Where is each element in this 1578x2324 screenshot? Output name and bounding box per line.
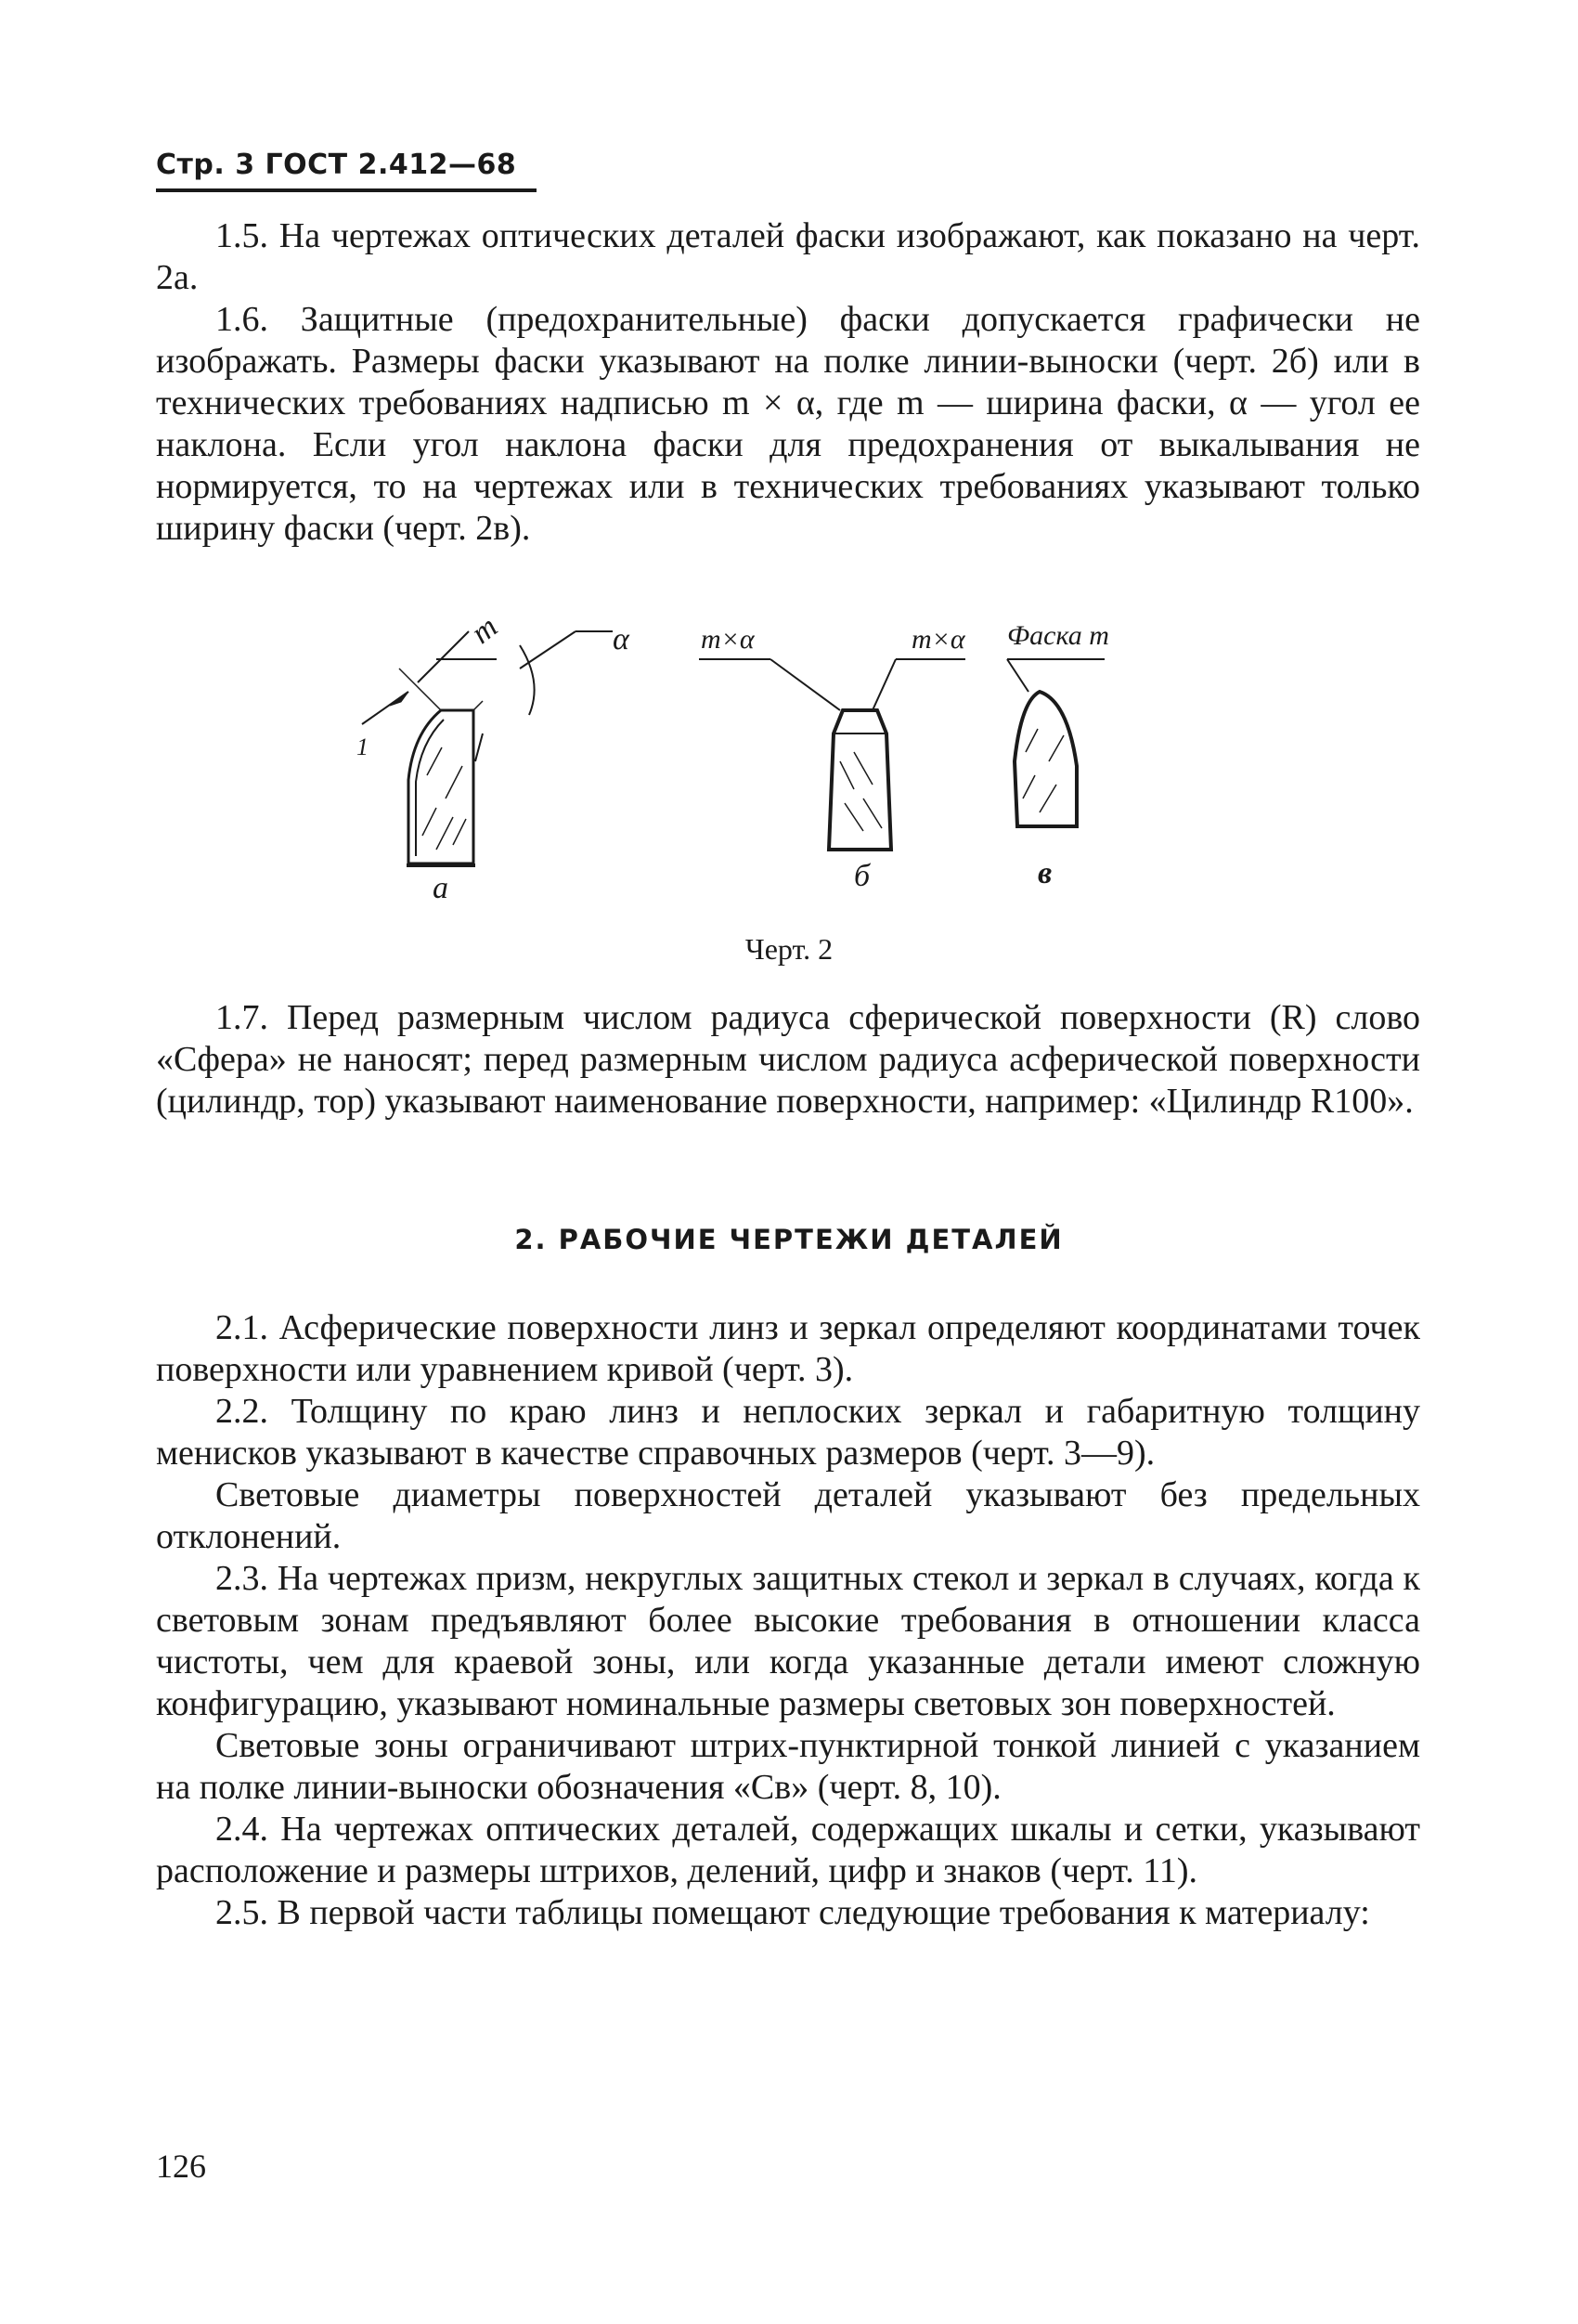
part-c-outline (1015, 692, 1077, 826)
part-b-leader-right (873, 659, 896, 710)
paragraph-2-3b: Световые зоны ограничивают штрих-пунктирной тонкой линией с указанием на полке линии-выноски обозначения «Св» (черт. 8, 10). (156, 1726, 1420, 1807)
part-a-one-label: 1 (356, 734, 369, 760)
part-a-alpha-label: α (613, 622, 629, 656)
paragraph-2-1: 2.1. Асферические поверхности линз и зеркал определяют координатами точек поверхности или уравнением кривой (черт. 3). (156, 1308, 1420, 1389)
figure-2 (334, 609, 1244, 919)
part-b-right-label: m×α (912, 624, 965, 655)
part-b-label: б (854, 859, 871, 893)
part-a-m-label: m (464, 609, 505, 651)
part-c-leader-label: Фаска m (1007, 620, 1109, 651)
text-block-3 (156, 1307, 1420, 1934)
paragraph-2-3: 2.3. На чертежах призм, некруглых защитных стекол и зеркал в случаях, когда к световым зонам предъявляют более высокие требования в отношении класса чистоты, чем для краевой зоны, или когда указанные детали имеют сложную конфигурацию, указывают номинальные размеры световых зон поверхностей. (156, 1559, 1420, 1723)
page-number: 126 (156, 2148, 206, 2185)
part-b-outline (829, 710, 891, 850)
part-c-leader (1007, 659, 1028, 692)
part-b-leader-left (770, 659, 840, 710)
part-a-label: а (433, 871, 448, 905)
part-c-hatch (1023, 729, 1064, 812)
paragraph-2-2: 2.2. Толщину по краю линз и неплоских зеркал и габаритную толщину менисков указывают в качестве справочных размеров (черт. 3—9). (156, 1392, 1420, 1473)
part-a-angle-arc (520, 645, 535, 715)
paragraph-2-5: 2.5. В первой части таблицы помещают следующие требования к материалу: (215, 1893, 1370, 1932)
part-a-dim-line (418, 631, 469, 682)
figure-2-drawing (334, 613, 1244, 919)
page-header: Стр. 3 ГОСТ 2.412—68 (156, 149, 537, 192)
paragraph-1-5: 1.5. На чертежах оптических деталей фаски изображают, как показано на черт. 2а. (156, 216, 1420, 297)
paragraph-1-6: 1.6. Защитные (предохранительные) фаски допускается графически не изображать. Размеры фаски указывают на полке линии-выноски (черт. 2б) или в технических требованиях надписью m × α, где m — ширина фаски, α — угол ее наклона. Если угол наклона фаски для предохранения от выкалывания не нормируется, то на чертежах или в технических требованиях указывают только ширину фаски (черт. 2в). (156, 300, 1420, 548)
part-b-hatch (840, 752, 882, 831)
paragraph-1-7: 1.7. Перед размерным числом радиуса сферической поверхности (R) слово «Сфера» не наносят; перед размерным числом радиуса асферической поверхности (цилиндр, тор) указывают наименование поверхности, например: «Цилиндр R100». (156, 998, 1420, 1121)
part-a-hatch (422, 747, 466, 850)
paragraph-2-4: 2.4. На чертежах оптических деталей, содержащих шкалы и сетки, указывают расположение и размеры штрихов, делений, цифр и знаков (черт. 11). (156, 1810, 1420, 1890)
paragraph-2-2b: Световые диаметры поверхностей деталей указывают без предельных отклонений. (156, 1475, 1420, 1556)
section-title: 2. РАБОЧИЕ ЧЕРТЕЖИ ДЕТАЛЕЙ (514, 1224, 1064, 1255)
part-c-label: в (1038, 856, 1053, 890)
figure-caption: Черт. 2 (744, 932, 834, 966)
text-block-1 (156, 215, 1420, 550)
text-block-2 (156, 997, 1420, 1123)
part-b-left-label: m×α (701, 624, 755, 655)
